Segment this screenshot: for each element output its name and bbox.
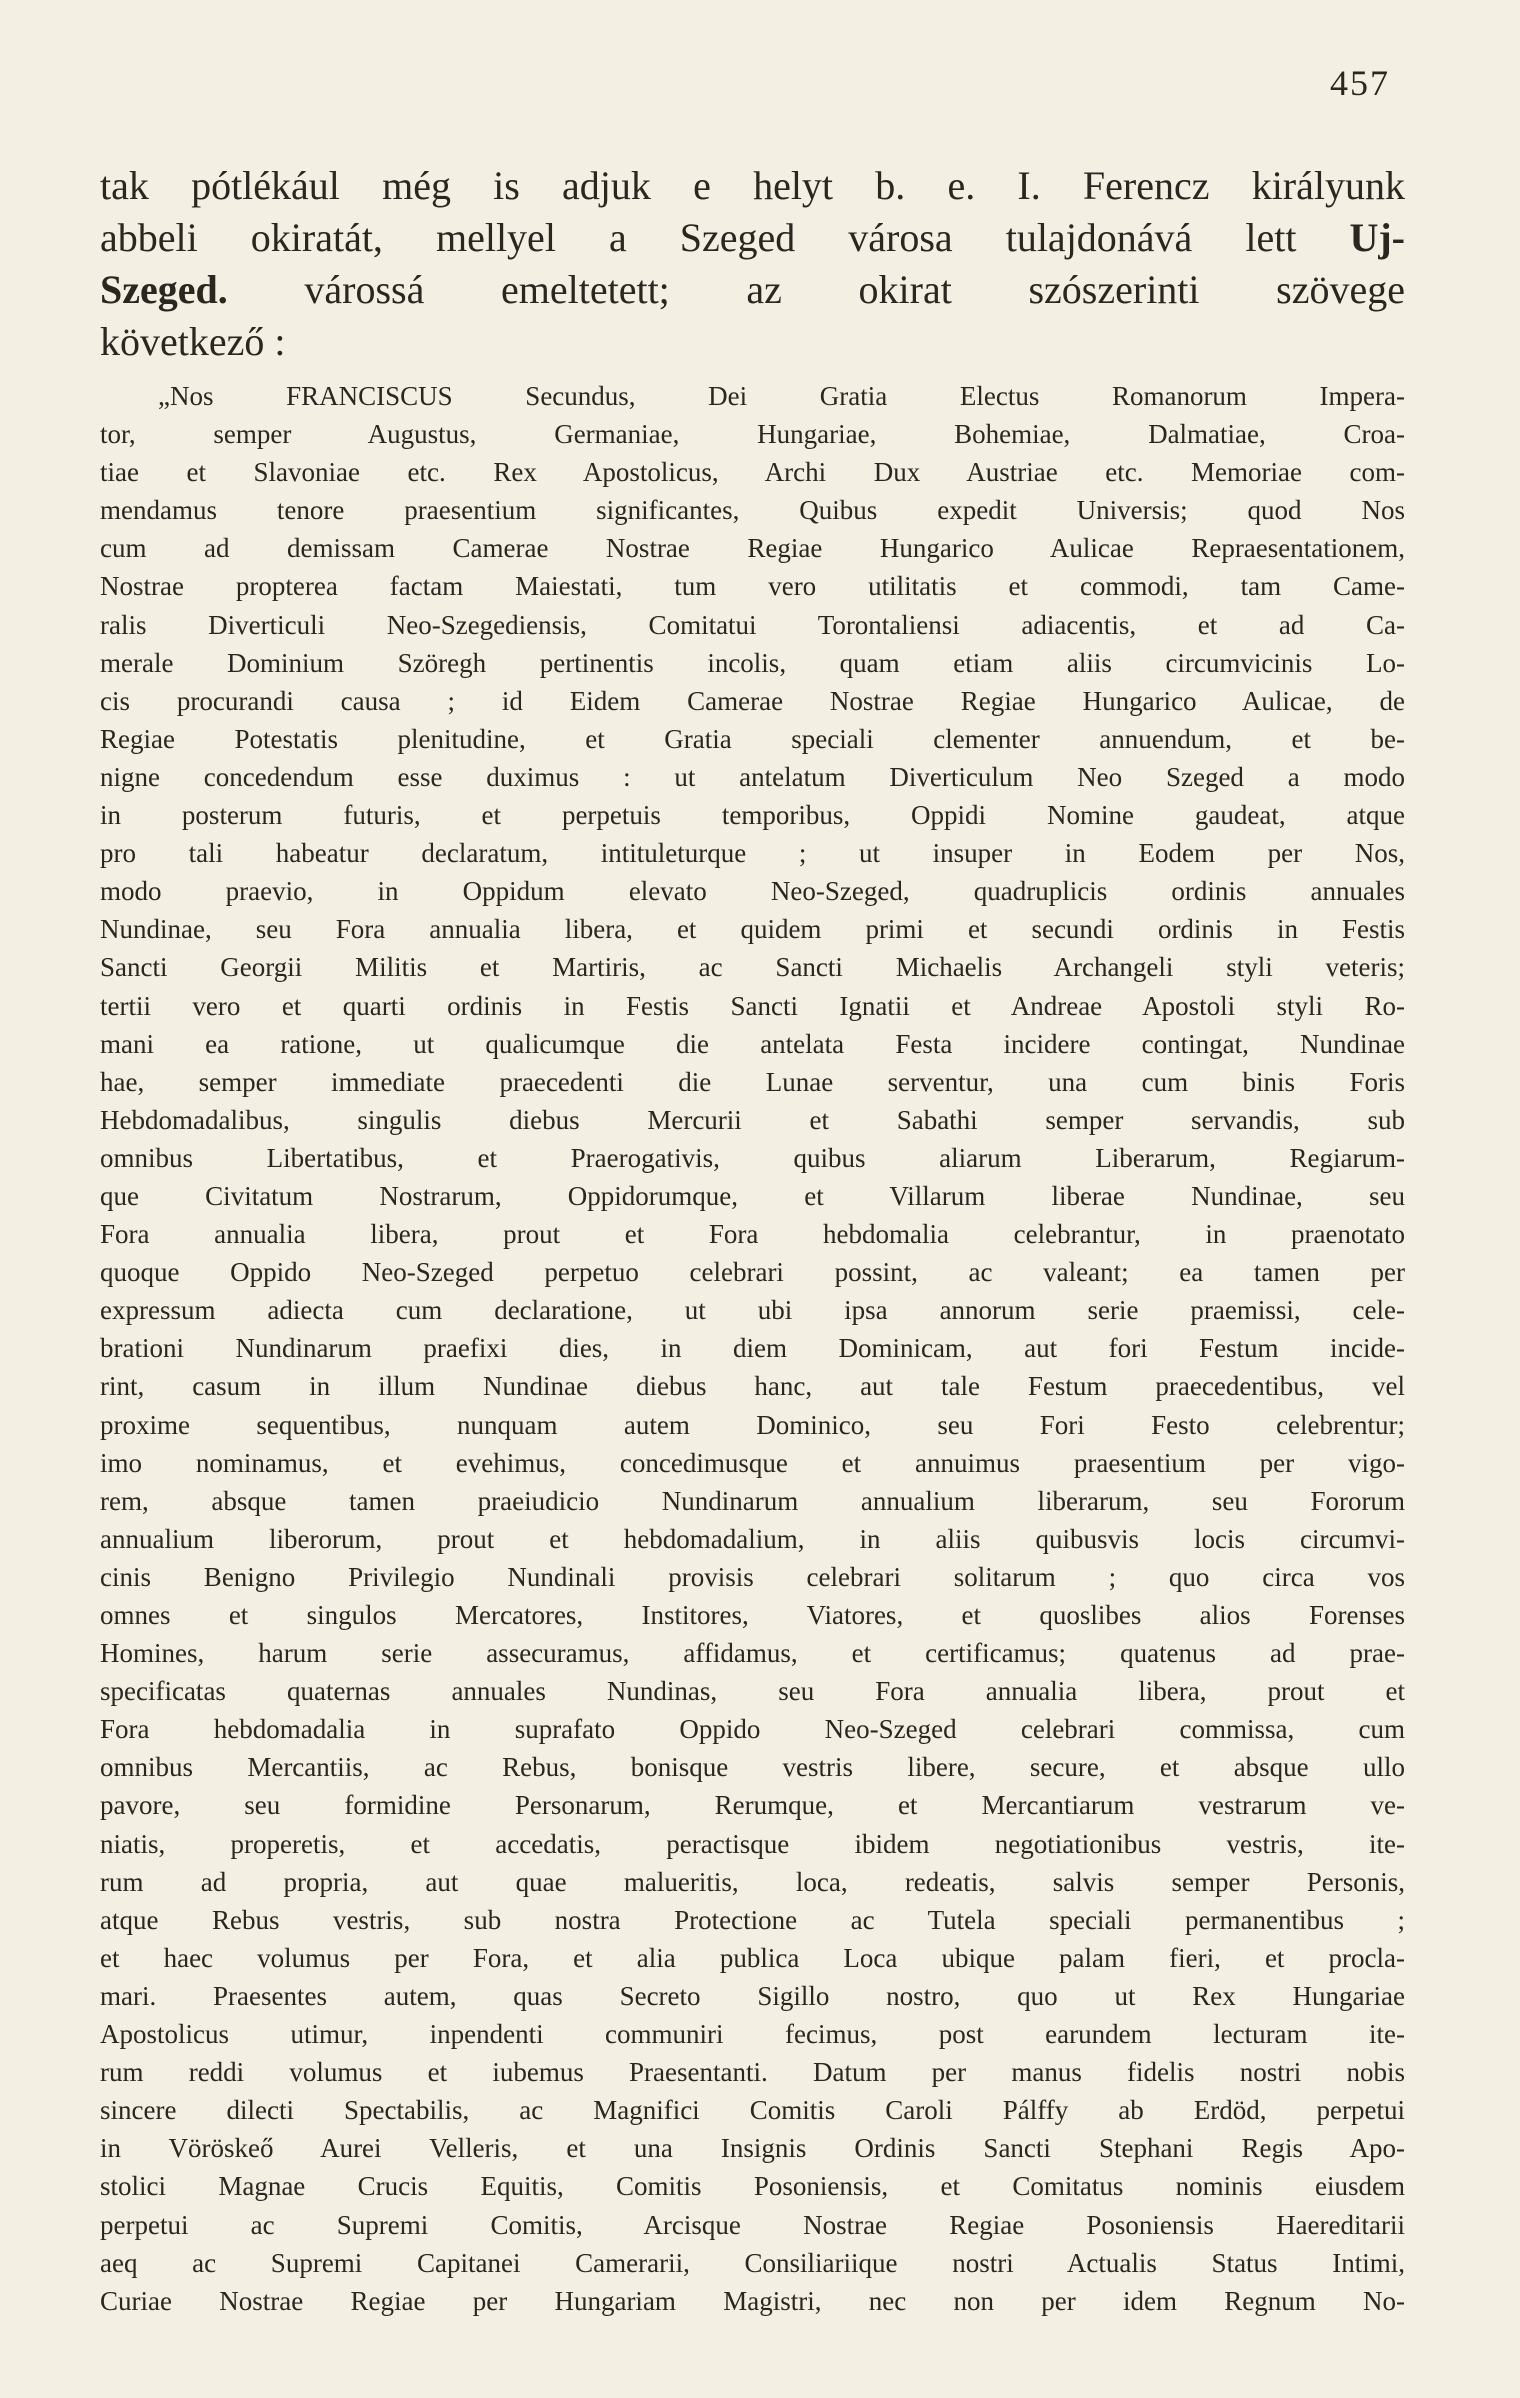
text-line: quoque Oppido Neo-Szeged perpetuo celebrari possint, ac valeant; ea tamen per — [100, 1257, 1405, 1288]
text-line: rum ad propria, aut quae malueritis, loca, redeatis, salvis semper Personis, — [100, 1866, 1405, 1897]
text-line: nigne concedendum esse duximus : ut antelatum Diverticulum Neo Szeged a modo — [100, 761, 1405, 792]
bold-term: Szeged. — [100, 267, 228, 312]
text-line: cinis Benigno Privilegio Nundinali provisis celebrari solitarum ; quo circa vos — [100, 1561, 1405, 1592]
text-line: Sancti Georgii Militis et Martiris, ac Sancti Michaelis Archangeli styli veteris; — [100, 952, 1405, 983]
bold-term: Uj- — [1349, 215, 1405, 260]
intro-line-text: várossá emeltetett; az okirat szószerinti szövege — [227, 267, 1405, 312]
text-line: omnibus Mercantiis, ac Rebus, bonisque vestris libere, secure, et absque ullo — [100, 1752, 1405, 1783]
text-line: sincere dilecti Spectabilis, ac Magnifici Comitis Caroli Pálffy ab Erdöd, perpetui — [100, 2095, 1405, 2126]
text-line: tiae et Slavoniae etc. Rex Apostolicus, Archi Dux Austriae etc. Memoriae com- — [100, 457, 1405, 488]
text-line: omnes et singulos Mercatores, Institores, Viatores, et quoslibes alios Forenses — [100, 1600, 1405, 1630]
text-line: Homines, harum serie assecuramus, affidamus, et certificamus; quatenus ad prae- — [100, 1638, 1405, 1669]
text-line: rum reddi volumus et iubemus Praesentanti. Datum per manus fidelis nostri nobis — [100, 2057, 1405, 2088]
text-line: „Nos FRANCISCUS Secundus, Dei Gratia Electus Romanorum Impera- — [158, 381, 1405, 411]
intro-line — [100, 264, 1405, 316]
text-line: omnibus Libertatibus, et Praerogativis, quibus aliarum Liberarum, Regiarum- — [100, 1142, 1405, 1173]
text-line: in Vöröskeő Aurei Velleris, et una Insignis Ordinis Sancti Stephani Regis Apo- — [100, 2133, 1405, 2164]
text-line: aeq ac Supremi Capitanei Camerarii, Consiliariique nostri Actualis Status Intimi, — [100, 2247, 1405, 2278]
text-line: Fora hebdomadalia in suprafato Oppido Neo-Szeged celebrari commissa, cum — [100, 1714, 1405, 1745]
text-line: pro tali habeatur declaratum, intituleturque ; ut insuper in Eodem per Nos, — [100, 838, 1405, 869]
text-line: Curiae Nostrae Regiae per Hungariam Magistri, nec non per idem Regnum No- — [100, 2285, 1405, 2316]
text-line: annualium liberorum, prout et hebdomadalium, in aliis quibusvis locis circumvi- — [100, 1523, 1405, 1554]
text-line: proxime sequentibus, nunquam autem Dominico, seu Fori Festo celebrentur; — [100, 1409, 1405, 1440]
text-line: Hebdomadalibus, singulis diebus Mercurii et Sabathi semper servandis, sub — [100, 1104, 1405, 1135]
intro-line — [100, 212, 1405, 264]
text-line: que Civitatum Nostrarum, Oppidorumque, et Villarum liberae Nundinae, seu — [100, 1180, 1405, 1211]
text-line: Fora annualia libera, prout et Fora hebdomalia celebrantur, in praenotato — [100, 1219, 1405, 1250]
text-line: niatis, properetis, et accedatis, peractisque ibidem negotiationibus vestris, ite- — [100, 1828, 1405, 1859]
text-line: tertii vero et quarti ordinis in Festis Sancti Ignatii et Andreae Apostoli styli Ro- — [100, 990, 1405, 1021]
text-line: specificatas quaternas annuales Nundinas, seu Fora annualia libera, prout et — [100, 1676, 1405, 1707]
text-line: mendamus tenore praesentium significantes, Quibus expedit Universis; quod Nos — [100, 495, 1405, 526]
text-line: hae, semper immediate praecedenti die Lunae serventur, una cum binis Foris — [100, 1066, 1405, 1097]
text-line: rint, casum in illum Nundinae diebus hanc, aut tale Festum praecedentibus, vel — [100, 1371, 1405, 1402]
text-line: pavore, seu formidine Personarum, Rerumque, et Mercantiarum vestrarum ve- — [100, 1790, 1405, 1821]
latin-charter-text — [100, 377, 1405, 2320]
intro-line-text: abbeli okiratát, mellyel a Szeged városa tulajdonává lett — [100, 215, 1297, 260]
text-line: Nostrae propterea factam Maiestati, tum vero utilitatis et commodi, tam Came- — [100, 571, 1405, 602]
text-line: atque Rebus vestris, sub nostra Protectione ac Tutela speciali permanentibus ; — [100, 1904, 1405, 1935]
text-line: et haec volumus per Fora, et alia publica Loca ubique palam fieri, et procla- — [100, 1942, 1405, 1973]
text-line: mani ea ratione, ut qualicumque die antelata Festa incidere contingat, Nundinae — [100, 1028, 1405, 1059]
text-line: perpetui ac Supremi Comitis, Arcisque Nostrae Regiae Posoniensis Haereditarii — [100, 2209, 1405, 2240]
text-line: stolici Magnae Crucis Equitis, Comitis Posoniensis, et Comitatus nominis eiusdem — [100, 2171, 1405, 2202]
text-line: merale Dominium Szöregh pertinentis incolis, quam etiam aliis circumvicinis Lo- — [100, 647, 1405, 678]
text-line: rem, absque tamen praeiudicio Nundinarum annualium liberarum, seu Fororum — [100, 1485, 1405, 1516]
intro-paragraph — [100, 160, 1405, 368]
text-line: Nundinae, seu Fora annualia libera, et quidem primi et secundi ordinis in Festis — [100, 914, 1405, 945]
text-line: cis procurandi causa ; id Eidem Camerae Nostrae Regiae Hungarico Aulicae, de — [100, 685, 1405, 716]
text-line: ralis Diverticuli Neo-Szegediensis, Comitatui Torontaliensi adiacentis, et ad Ca- — [100, 609, 1405, 640]
intro-line: tak pótlékául még is adjuk e helyt b. e. I. Ferencz királyunk — [100, 163, 1405, 208]
text-line: Regiae Potestatis plenitudine, et Gratia speciali clementer annuendum, et be- — [100, 723, 1405, 754]
text-line: expressum adiecta cum declaratione, ut ubi ipsa annorum serie praemissi, cele- — [100, 1295, 1405, 1326]
text-line: imo nominamus, et evehimus, concedimusque et annuimus praesentium per vigo- — [100, 1447, 1405, 1478]
text-line: tor, semper Augustus, Germaniae, Hungariae, Bohemiae, Dalmatiae, Croa- — [100, 419, 1405, 450]
text-line: cum ad demissam Camerae Nostrae Regiae Hungarico Aulicae Repraesentationem, — [100, 533, 1405, 564]
text-line: brationi Nundinarum praefixi dies, in diem Dominicam, aut fori Festum incide- — [100, 1333, 1405, 1364]
page-number: 457 — [1330, 63, 1390, 103]
intro-line: következő : — [100, 319, 286, 364]
text-line: modo praevio, in Oppidum elevato Neo-Szeged, quadruplicis ordinis annuales — [100, 876, 1405, 907]
text-line: in posterum futuris, et perpetuis temporibus, Oppidi Nomine gaudeat, atque — [100, 800, 1405, 831]
text-line: mari. Praesentes autem, quas Secreto Sigillo nostro, quo ut Rex Hungariae — [100, 1980, 1405, 2011]
text-line: Apostolicus utimur, inpendenti communiri fecimus, post earundem lecturam ite- — [100, 2019, 1405, 2050]
